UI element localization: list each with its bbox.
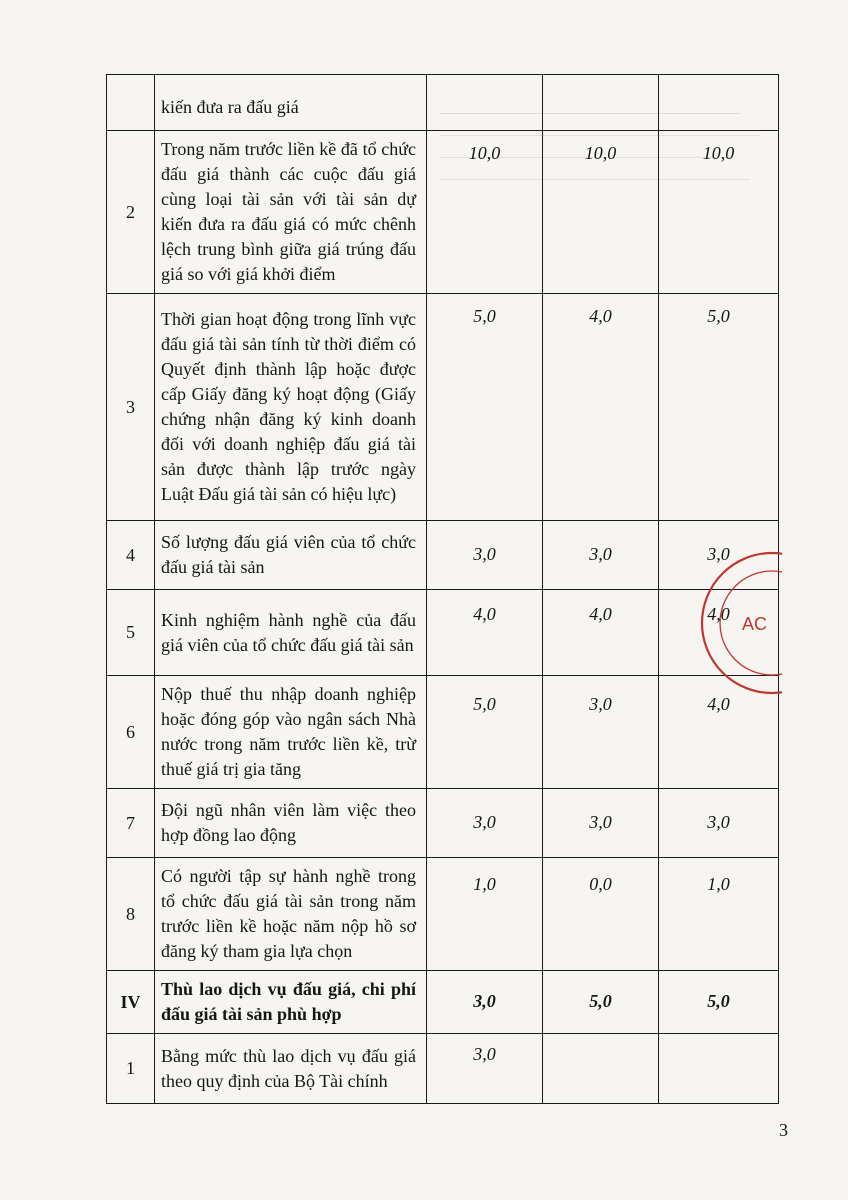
table-row	[107, 1034, 779, 1104]
row-number: 2	[107, 131, 155, 294]
score-cell: 5,0	[659, 971, 779, 1034]
score-cell	[543, 1034, 659, 1104]
row-number: 3	[107, 294, 155, 521]
score-cell	[659, 1034, 779, 1104]
table-row	[107, 75, 779, 131]
score-cell	[427, 75, 543, 131]
score-cell: 5,0	[543, 971, 659, 1034]
score-cell	[543, 75, 659, 131]
score-cell: 3,0	[543, 521, 659, 590]
criterion-text: kiến đưa ra đấu giá	[155, 75, 427, 131]
row-number: 1	[107, 1034, 155, 1104]
table-row	[107, 294, 779, 521]
score-cell: 4,0	[659, 590, 779, 676]
score-cell: 3,0	[427, 521, 543, 590]
criterion-text: Đội ngũ nhân viên làm việc theo hợp đồng lao động	[155, 789, 427, 858]
table-row	[107, 858, 779, 971]
score-cell: 3,0	[543, 676, 659, 789]
score-cell: 1,0	[427, 858, 543, 971]
score-cell: 4,0	[659, 676, 779, 789]
score-cell: 10,0	[659, 131, 779, 294]
company-seal-stamp	[672, 548, 782, 698]
score-cell: 4,0	[427, 590, 543, 676]
page-number: 3	[779, 1120, 788, 1140]
criterion-text: Kinh nghiệm hành nghề của đấu giá viên của tổ chức đấu giá tài sản	[155, 590, 427, 676]
row-number: 4	[107, 521, 155, 590]
score-cell: 3,0	[659, 789, 779, 858]
score-cell: 3,0	[659, 521, 779, 590]
score-cell: 3,0	[427, 789, 543, 858]
row-number: 7	[107, 789, 155, 858]
row-number	[107, 75, 155, 131]
criterion-text: Có người tập sự hành nghề trong tổ chức đấu giá tài sản trong năm trước liền kề hoặc năm nộp hồ sơ đăng ký tham gia lựa chọn	[155, 858, 427, 971]
criterion-text: Thù lao dịch vụ đấu giá, chi phí đấu giá tài sản phù hợp	[155, 971, 427, 1034]
score-cell: 5,0	[659, 294, 779, 521]
row-number: 5	[107, 590, 155, 676]
score-cell: 4,0	[543, 294, 659, 521]
table-row	[107, 131, 779, 294]
table-row	[107, 971, 779, 1034]
score-cell: 1,0	[659, 858, 779, 971]
score-cell: 3,0	[427, 1034, 543, 1104]
criterion-text: Thời gian hoạt động trong lĩnh vực đấu giá tài sản tính từ thời điểm có Quyết định thành lập hoặc được cấp Giấy đăng ký hoạt động (Giấy chứng nhận đăng ký kinh doanh đối với doanh nghiệp đấu giá tài sản được thành lập trước ngày Luật Đấu giá tài sản có hiệu lực)	[155, 294, 427, 521]
score-cell: 5,0	[427, 676, 543, 789]
criterion-text: Nộp thuế thu nhập doanh nghiệp hoặc đóng góp vào ngân sách Nhà nước trong năm trước liền kề, trừ thuế giá trị gia tăng	[155, 676, 427, 789]
score-cell: 4,0	[543, 590, 659, 676]
score-cell: 10,0	[543, 131, 659, 294]
score-cell: 0,0	[543, 858, 659, 971]
table-row	[107, 789, 779, 858]
row-number: IV	[107, 971, 155, 1034]
criterion-text: Bằng mức thù lao dịch vụ đấu giá theo quy định của Bộ Tài chính	[155, 1034, 427, 1104]
seal-text: AC	[742, 614, 768, 634]
score-cell	[659, 75, 779, 131]
criterion-text: Số lượng đấu giá viên của tổ chức đấu giá tài sản	[155, 521, 427, 590]
score-cell: 3,0	[427, 971, 543, 1034]
row-number: 6	[107, 676, 155, 789]
score-cell: 3,0	[543, 789, 659, 858]
score-cell: 10,0	[427, 131, 543, 294]
row-number: 8	[107, 858, 155, 971]
score-cell: 5,0	[427, 294, 543, 521]
criterion-text: Trong năm trước liền kề đã tổ chức đấu giá thành các cuộc đấu giá cùng loại tài sản với tài sản dự kiến đưa ra đấu giá có mức chênh lệch trung bình giữa giá trúng đấu giá so với giá khởi điểm	[155, 131, 427, 294]
